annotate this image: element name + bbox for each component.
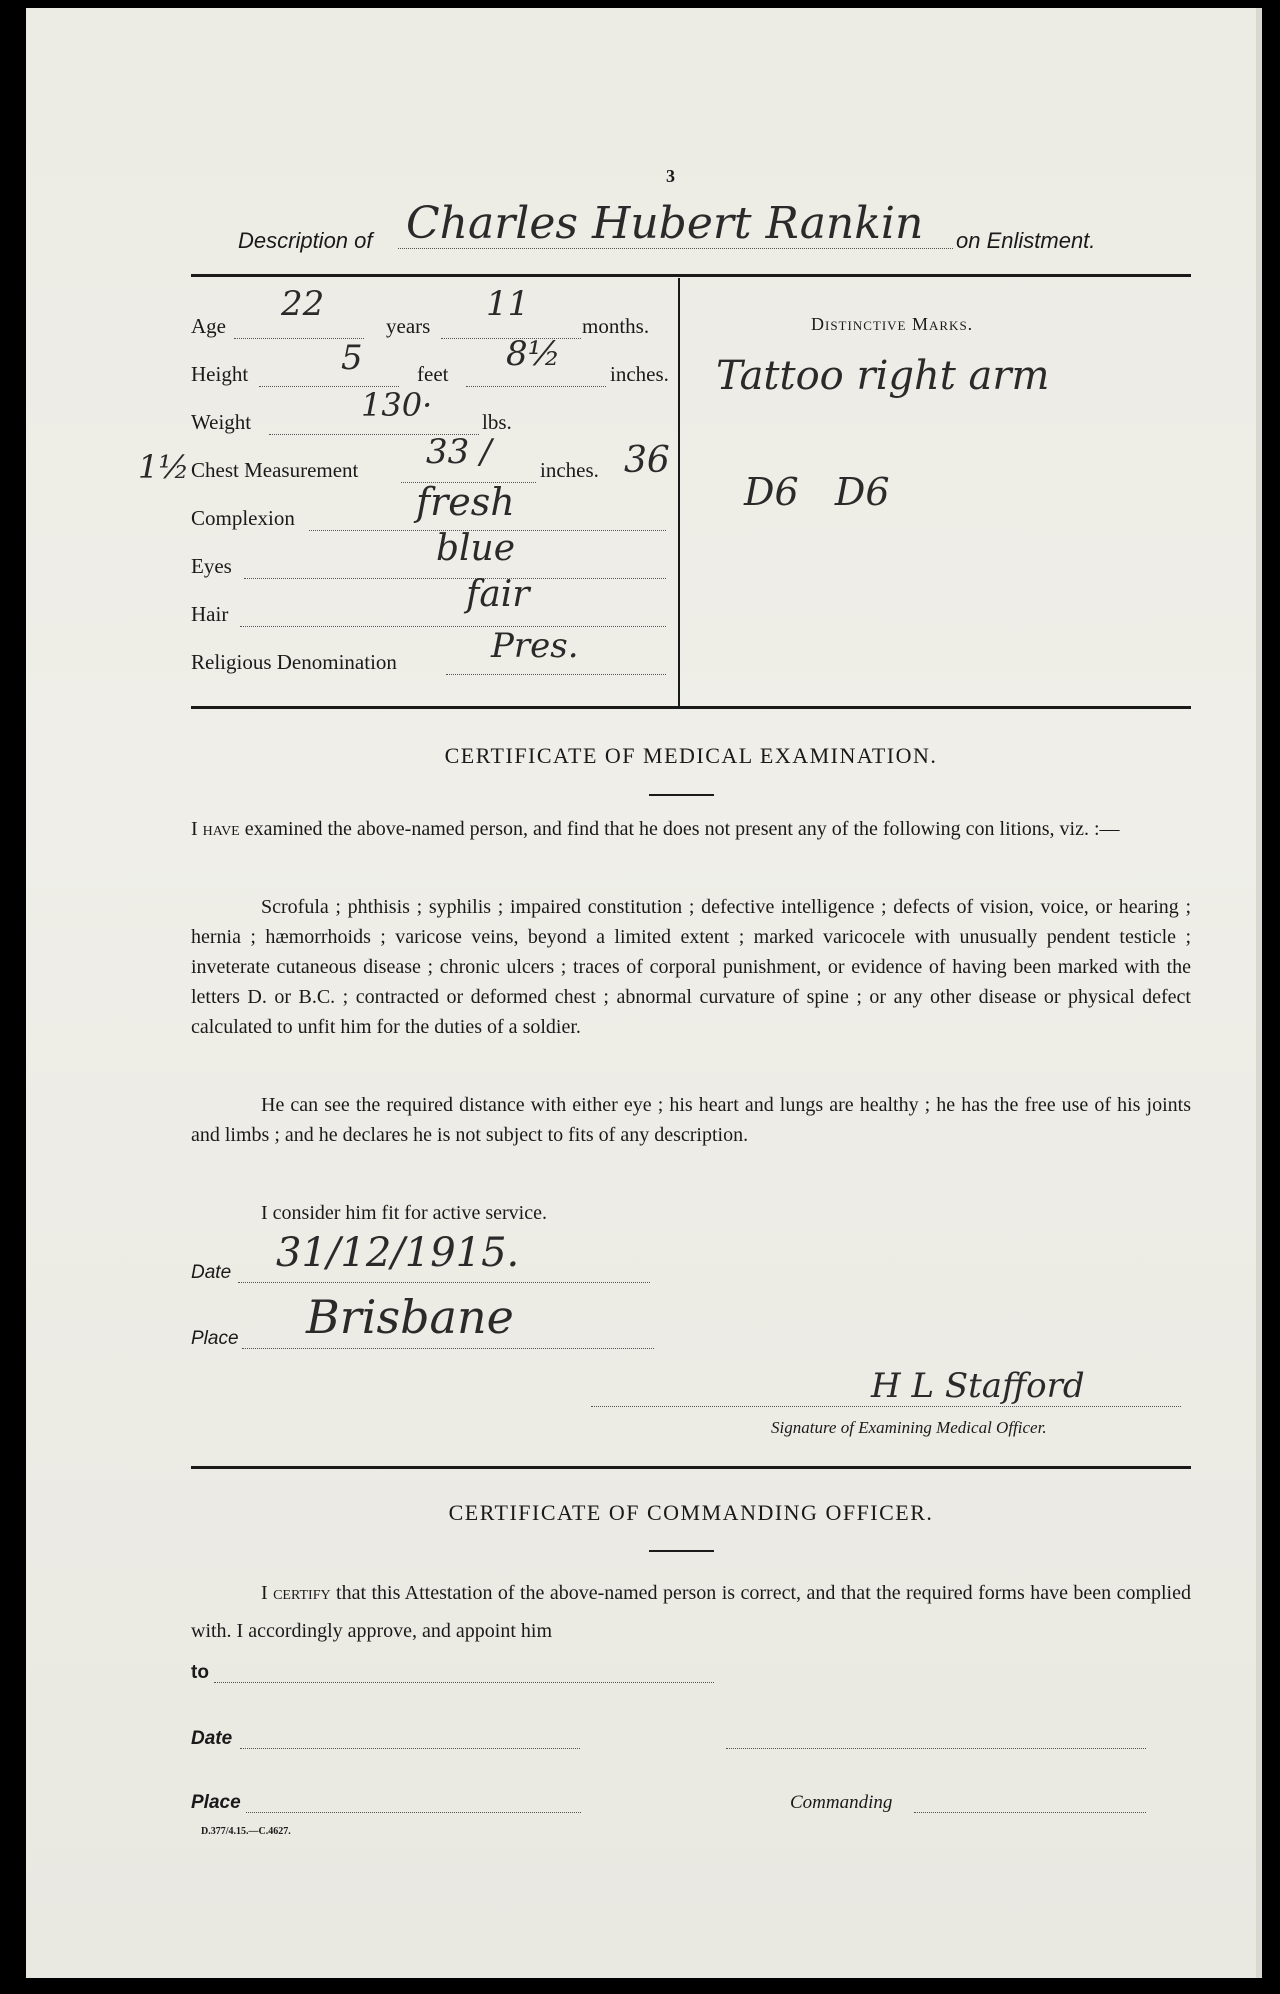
medical-fit: I consider him fit for active service.: [261, 1202, 547, 1224]
description-prefix: Description of: [238, 228, 373, 253]
commanding-text-body: that this Attestation of the above-named person is correct, and that the required forms have been complied with. I accordingly approve, and appoint him: [191, 1582, 1191, 1642]
height-inches-value: 8½: [506, 334, 561, 374]
years-label: years: [386, 314, 431, 338]
religion-value: Pres.: [491, 626, 579, 666]
lower-rule: [191, 1466, 1191, 1469]
height-label: Height: [191, 362, 249, 386]
hair-label: Hair: [191, 602, 229, 626]
distinctive-marks-line1: Tattoo right arm: [716, 353, 1050, 399]
feet-label: feet: [417, 362, 449, 386]
chest-value: 33 /: [426, 432, 492, 472]
commanding-to-dots: [214, 1682, 714, 1683]
commanding-text-lead: I certify: [261, 1582, 331, 1604]
lbs-label: lbs.: [482, 410, 512, 434]
commanding-right-dots: [726, 1748, 1146, 1749]
complexion-value: fresh: [416, 480, 515, 524]
medical-intro-text: examined the above-named person, and find that he does not present any of the following con litions, viz. :—: [244, 818, 1120, 840]
medical-officer-signature: H L Stafford: [871, 1366, 1085, 1406]
soldier-name-handwritten: Charles Hubert Rankin: [406, 198, 924, 249]
commanding-heading-underline: [649, 1550, 714, 1552]
middle-rule: [191, 706, 1191, 709]
chest-label: Chest Measurement: [191, 458, 359, 482]
commanding-officer-label: Commanding: [790, 1792, 893, 1813]
age-years-value: 22: [281, 284, 325, 324]
weight-label: Weight: [191, 410, 252, 434]
medical-date-value: 31/12/1915.: [276, 1230, 520, 1276]
attestation-sheet: [26, 8, 1262, 1978]
commanding-place-dots: [246, 1812, 581, 1813]
hair-value: fair: [466, 574, 530, 615]
medical-conditions: Scrofula ; phthisis ; syphilis ; impaired constitution ; defective intelligence ; defects of vision, voice, or hearing ; hernia ; hæmorrhoids ; varicose veins, beyond a limited extent ; marked varicocele with unusually pendent testicle ; inveterate cutaneous disease ; chronic ulcers ; traces of corporal punishment, or evidence of having been marked with the letters D. or B.C. ; contracted or deformed chest ; abnormal curvature of spine ; or any other disease or physical defect calculated to unfit him for the duties of a soldier.: [191, 896, 1191, 1038]
medical-date-label: Date: [191, 1262, 232, 1283]
medical-place-dots: [242, 1348, 654, 1349]
commanding-place-label: Place: [191, 1792, 241, 1813]
medical-place-value: Brisbane: [306, 1290, 514, 1344]
medical-date-dots: [238, 1282, 650, 1283]
commanding-date-label: Date: [191, 1728, 233, 1749]
description-suffix: on Enlistment.: [956, 228, 1096, 253]
signature-dots: [591, 1406, 1181, 1407]
hair-dots: [240, 626, 666, 627]
distinctive-marks-heading: Distinctive Marks.: [811, 314, 974, 334]
religion-dots: [446, 674, 666, 675]
medical-intro: [191, 814, 1191, 844]
commanding-date-dots: [240, 1748, 580, 1749]
months-label: months.: [582, 314, 650, 338]
religion-label: Religious Denomination: [191, 650, 397, 674]
eyes-label: Eyes: [191, 554, 232, 578]
medical-health: He can see the required distance with either eye ; his heart and lungs are healthy ; he has the free use of his joints and limbs ; and he declares he is not subject to fits of any description.: [191, 1094, 1191, 1146]
weight-value: 130·: [361, 386, 433, 424]
eyes-value: blue: [436, 528, 516, 569]
commanding-to-label: to: [191, 1662, 209, 1683]
form-code: D.377/4.15.—C.4627.: [201, 1826, 291, 1837]
column-divider: [678, 278, 680, 706]
medical-heading: CERTIFICATE OF MEDICAL EXAMINATION.: [444, 743, 938, 768]
height-feet-value: 5: [341, 338, 363, 378]
chest-inches-label: inches.: [540, 458, 599, 482]
margin-note: 1½: [138, 448, 190, 486]
distinctive-marks-line2: D6 D6: [744, 470, 890, 514]
complexion-label: Complexion: [191, 506, 295, 530]
eyes-dots: [244, 578, 666, 579]
medical-signature-caption: Signature of Examining Medical Officer.: [771, 1418, 1047, 1437]
age-months-value: 11: [486, 284, 530, 324]
commanding-officer-dots: [914, 1812, 1146, 1813]
page-number: 3: [666, 166, 675, 186]
height-inches-dots: [466, 386, 606, 387]
medical-place-label: Place: [191, 1328, 239, 1349]
age-label: Age: [191, 314, 226, 338]
medical-heading-underline: [649, 794, 714, 796]
inches-label: inches.: [610, 362, 669, 386]
top-rule: [191, 274, 1191, 277]
chest-expanded-value: 36: [624, 440, 670, 481]
commanding-heading: CERTIFICATE OF COMMANDING OFFICER.: [448, 1500, 934, 1525]
commanding-text: [191, 1574, 1191, 1650]
medical-intro-lead: I have: [191, 818, 240, 840]
